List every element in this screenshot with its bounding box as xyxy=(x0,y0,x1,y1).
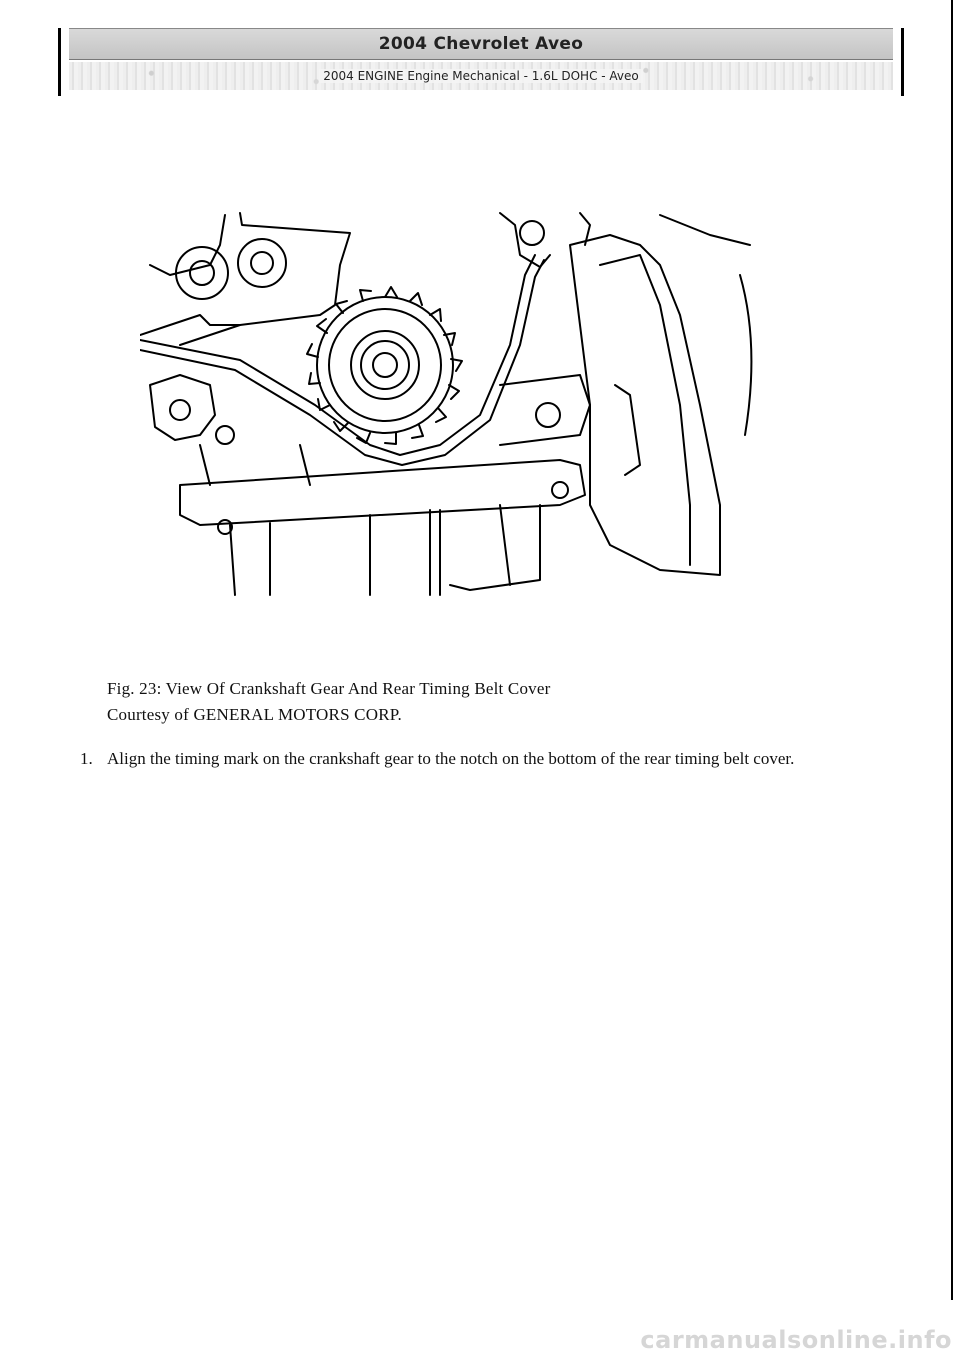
tensioner xyxy=(150,375,215,440)
idler-bolt-left xyxy=(176,247,228,299)
header-title-bar xyxy=(69,28,893,60)
idler-bolt-right xyxy=(238,239,286,287)
crankshaft-gear xyxy=(307,287,462,444)
figure-caption xyxy=(107,676,867,728)
header-subtitle-bar xyxy=(69,62,893,90)
figure-credit: Courtesy of GENERAL MOTORS CORP. xyxy=(107,705,402,724)
document-header xyxy=(58,28,904,96)
header-subtitle: 2004 ENGINE Engine Mechanical - 1.6L DOHC - Aveo xyxy=(319,69,643,83)
procedure-step xyxy=(80,746,870,772)
step-text: Align the timing mark on the crankshaft gear to the notch on the bottom of the rear timing belt cover. xyxy=(107,749,795,768)
upper-bracket xyxy=(180,213,350,345)
oil-pan-flange xyxy=(180,460,585,525)
site-watermark: carmanualsonline.info xyxy=(640,1326,952,1354)
rear-timing-belt-cover xyxy=(570,235,720,575)
header-title: 2004 Chevrolet Aveo xyxy=(378,34,584,54)
step-number: 1. xyxy=(80,749,93,768)
figure-title: Fig. 23: View Of Crankshaft Gear And Rear Timing Belt Cover xyxy=(107,679,551,698)
engine-illustration xyxy=(140,205,760,600)
page-edge-rule xyxy=(951,0,953,1300)
